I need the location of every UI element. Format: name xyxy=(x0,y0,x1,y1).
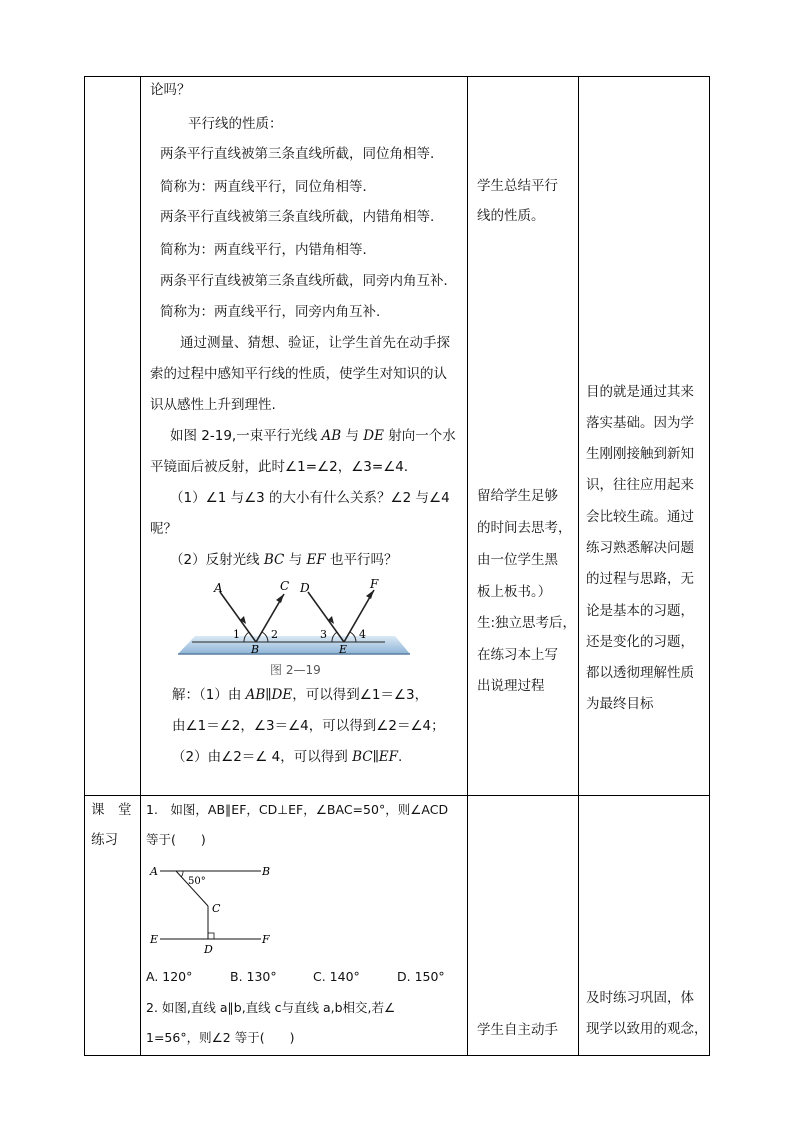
text-span: AB∥DE xyxy=(245,687,293,703)
solution-line: 由∠1＝∠2，∠3＝∠4，可以得到∠2＝∠4； xyxy=(172,718,445,734)
student-activity: 板上板书。） xyxy=(477,584,552,600)
point-label: A xyxy=(214,581,223,595)
mirror-plane xyxy=(178,636,410,654)
right-angle-mark xyxy=(208,933,214,939)
reflection-figure xyxy=(170,578,415,678)
text-line: 通过测量、猜想、验证，让学生首先在动手探 xyxy=(180,335,450,351)
design-purpose: 为最终目标 xyxy=(586,696,654,712)
option-c: C. 140° xyxy=(313,969,360,984)
text-span: DE xyxy=(363,428,384,444)
column-divider xyxy=(467,77,468,1055)
question-text: 1. 如图，AB∥EF，CD⊥EF，∠BAC=50°，则∠ACD xyxy=(146,802,449,817)
arrow-icon xyxy=(366,590,374,599)
question-text: 2. 如图,直线 a∥b,直线 c与直线 a,b相交,若∠ xyxy=(146,1000,396,1015)
point-label: F xyxy=(370,578,379,591)
angle-label: 3 xyxy=(320,628,327,641)
section-label: 练习 xyxy=(91,832,118,848)
angle-label: 4 xyxy=(359,628,366,641)
student-activity: 线的性质。 xyxy=(477,208,545,224)
student-activity: 在练习本上写 xyxy=(477,647,558,663)
design-purpose: 生刚刚接触到新知 xyxy=(586,446,694,462)
text-line: 论吗？ xyxy=(150,82,191,98)
text-line: 索的过程中感知平行线的性质，使学生对知识的认 xyxy=(150,366,447,382)
text-span: 射向一个水 xyxy=(383,428,456,444)
column-divider xyxy=(578,77,579,1055)
student-activity: 学生总结平行 xyxy=(477,178,558,194)
angle-arc xyxy=(181,871,183,877)
angle-label: 2 xyxy=(271,628,278,641)
point-label: E xyxy=(150,933,159,946)
design-purpose: 目的就是通过其来 xyxy=(586,384,694,400)
student-activity: 留给学生足够 xyxy=(477,488,558,504)
point-label: D xyxy=(204,943,213,954)
text-line: 两条平行直线被第三条直线所截，内错角相等. xyxy=(160,209,435,225)
student-activity: 出说理过程 xyxy=(477,678,545,694)
text-line: 识从感性上升到理性. xyxy=(150,397,276,413)
point-label: C xyxy=(212,902,221,915)
text-span: . xyxy=(398,749,403,765)
question-text: 1=56°，则∠2 等于( ) xyxy=(146,1030,295,1045)
angle-label: 50° xyxy=(188,876,206,887)
design-purpose: 现学以致用的观念， xyxy=(586,1021,708,1037)
point-label: E xyxy=(339,643,348,656)
design-purpose: 练习熟悉解决问题 xyxy=(586,540,694,556)
text-line: （1）∠1 与∠3 的大小有什么关系？∠2 与∠4 xyxy=(170,490,450,506)
solution-line xyxy=(172,685,428,705)
text-line: 两条平行直线被第三条直线所截，同位角相等. xyxy=(160,146,435,162)
arrow-icon xyxy=(276,594,284,603)
text-span: ，可以得到∠1＝∠3， xyxy=(292,687,429,703)
text-span: 解：（1）由 xyxy=(172,687,246,703)
point-label: B xyxy=(251,643,260,656)
text-span: （2）由∠2＝∠ 4，可以得到 xyxy=(172,749,353,765)
option-d: D. 150° xyxy=(397,969,445,984)
design-purpose: 会比较生疏。通过 xyxy=(586,509,694,525)
text-line xyxy=(170,426,456,446)
point-label: A xyxy=(150,865,158,878)
text-span: （2）反射光线 xyxy=(170,552,264,568)
column-divider xyxy=(140,77,141,1055)
design-purpose: 的过程与思路，无 xyxy=(586,571,694,587)
solution-line xyxy=(172,747,402,767)
point-label: B xyxy=(262,865,271,878)
student-activity: 学生自主动手 xyxy=(477,1022,558,1038)
option-a: A. 120° xyxy=(146,969,193,984)
text-span: 如图 2-19,一束平行光线 xyxy=(170,428,322,444)
row-divider xyxy=(85,795,709,796)
figure-caption: 图 2—19 xyxy=(270,663,321,677)
text-line: 呢？ xyxy=(150,521,177,537)
text-line xyxy=(170,550,398,570)
text-span: 也平行吗？ xyxy=(325,552,398,568)
design-purpose: 识，往往应用起来 xyxy=(586,477,694,493)
design-purpose: 及时练习巩固，体 xyxy=(586,990,694,1006)
text-span: BC∥EF xyxy=(352,749,399,765)
text-span: AB xyxy=(321,428,342,444)
text-span: 与 xyxy=(284,552,307,568)
text-line: 两条平行直线被第三条直线所截，同旁内角互补． xyxy=(160,273,457,289)
design-purpose: 都以透彻理解性质 xyxy=(586,665,694,681)
text-line: 平行线的性质： xyxy=(188,116,283,132)
point-label: F xyxy=(262,933,270,946)
section-label: 课 堂 xyxy=(91,802,132,818)
angle-label: 1 xyxy=(233,628,240,641)
parallel-lines-figure xyxy=(146,860,276,954)
student-activity: 的时间去思考， xyxy=(477,520,572,536)
text-line: 简称为：两直线平行，同旁内角互补. xyxy=(160,304,381,320)
point-label: C xyxy=(280,579,290,593)
text-span: 与 xyxy=(341,428,364,444)
student-activity: 由一位学生黑 xyxy=(477,552,558,568)
design-purpose: 还是变化的习题， xyxy=(586,634,694,650)
text-line: 简称为：两直线平行，同位角相等． xyxy=(160,179,376,195)
design-purpose: 论是基本的习题， xyxy=(586,603,694,619)
text-line: 平镜面后被反射，此时∠1=∠2，∠3=∠4． xyxy=(150,459,418,475)
design-purpose: 落实基础。因为学 xyxy=(586,415,694,431)
text-span: EF xyxy=(306,552,326,568)
text-span: BC xyxy=(263,552,285,568)
point-label: D xyxy=(300,581,310,595)
option-b: B. 130° xyxy=(230,969,277,984)
student-activity: 生:独立思考后， xyxy=(477,615,577,631)
question-text: 等于( ) xyxy=(146,832,206,847)
text-line: 简称为：两直线平行，内错角相等． xyxy=(160,242,376,258)
